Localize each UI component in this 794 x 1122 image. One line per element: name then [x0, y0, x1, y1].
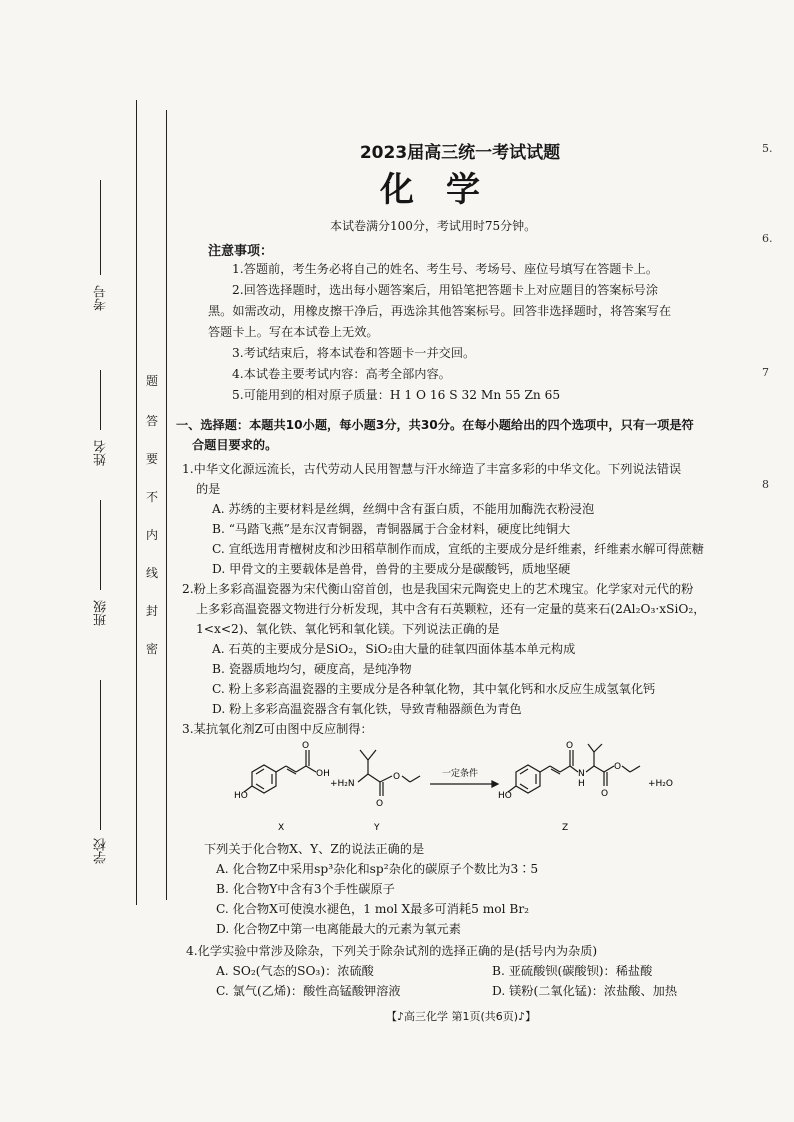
q2-stem: 1<x<2)、氧化铁、氧化钙和氧化镁。下列说法正确的是: [196, 622, 500, 636]
q2-option-d: D. 粉上多彩高温瓷器含有氧化铁，导致青釉器颜色为青色: [212, 702, 522, 716]
edge-mark: 8: [762, 478, 769, 491]
notice-item: 5.可能用到的相对原子质量：H 1 O 16 S 32 Mn 55 Zn 65: [232, 388, 561, 402]
notice-item: 黑。如需改动，用橡皮擦干净后，再选涂其他答案标号。回答非选择题时，将答案写在: [208, 304, 672, 318]
q1-option-a: A. 苏绣的主要材料是丝绸，丝绸中含有蛋白质，不能用加酶洗衣粉浸泡: [212, 502, 595, 516]
margin-label-class: 班级: [94, 600, 109, 626]
score-line: 本试卷满分100分，考试用时75分钟。: [330, 219, 537, 233]
page-footer: 【♪高三化学 第1页(共6页)♪】: [386, 1010, 537, 1023]
q4-option-c: C. 氯气(乙烯)：酸性高锰酸钾溶液: [216, 984, 401, 998]
subject-title: 化学: [380, 170, 512, 210]
q2-stem: 2.粉上多彩高温瓷器为宋代衡山窑首创，也是我国宋元陶瓷史上的艺术瑰宝。化学家对元代的粉: [182, 582, 694, 596]
o-label: O: [393, 772, 401, 782]
q1-stem: 1.中华文化源远流长，古代劳动人民用智慧与汗水缔造了丰富多彩的中华文化。下列说法错误: [182, 462, 682, 476]
n-label: N: [578, 769, 585, 779]
q1-stem: 的是: [196, 482, 221, 496]
seal-char: 密: [146, 642, 159, 656]
q2-option-c: C. 粉上多彩高温瓷器的主要成分是各种氧化物，其中氧化钙和水反应生成氢氧化钙: [212, 682, 656, 696]
seal-char: 内: [146, 528, 159, 542]
q3-option-c: C. 化合物X可使溴水褪色，1 mol X最多可消耗5 mol Br₂: [216, 902, 530, 916]
notice-heading: 注意事项：: [208, 244, 274, 259]
ho-label: HO: [234, 791, 248, 801]
edge-mark: 5.: [762, 142, 773, 155]
seal-char: 题: [146, 374, 159, 388]
margin-label-name: 姓名: [94, 440, 109, 466]
q4-option-b: B. 亚硫酸钡(碳酸钡)：稀盐酸: [492, 964, 653, 978]
exam-title: 2023届高三统一考试试题: [359, 143, 561, 163]
reaction-condition: 一定条件: [442, 769, 479, 779]
q4-option-d: D. 镁粉(二氧化锰)：浓盐酸、加热: [492, 984, 678, 998]
section-heading: 一、选择题：本题共10小题，每小题3分，共30分。在每小题给出的四个选项中，只有一项是符: [176, 418, 694, 432]
notice-item: 答题卡上。写在本试卷上无效。: [208, 325, 379, 339]
q3-option-d: D. 化合物Z中第一电离能最大的元素为氧元素: [216, 922, 461, 936]
o-label: O: [302, 741, 310, 751]
edge-mark: 6.: [762, 232, 773, 245]
section-heading: 合题目要求的。: [192, 438, 278, 452]
notice-item: 4.本试卷主要考试内容：高考全部内容。: [232, 367, 451, 381]
q1-option-b: B. “马踏飞燕”是东汉青铜器，青铜器属于合金材料，硬度比纯铜大: [212, 522, 571, 536]
water-label: +H₂O: [648, 779, 674, 789]
notice-item: 2.回答选择题时，选出每小题答案后，用铅笔把答题卡上对应题目的答案标号涂: [232, 283, 659, 297]
seal-char: 封: [146, 604, 159, 618]
q1-option-c: C. 宣纸选用青檀树皮和沙田稻草制作而成，宣纸的主要成分是纤维素，纤维素水解可得蔗糖: [212, 542, 704, 556]
seal-char: 答: [146, 414, 159, 428]
q2-stem: 上多彩高温瓷器文物进行分析发现，其中含有石英颗粒，还有一定量的莫来石(2Al₂O₃·xSiO₂，: [196, 602, 706, 616]
margin-fill-line: [100, 680, 101, 830]
margin-label-school: 学校: [94, 838, 109, 864]
o-label: O: [601, 789, 609, 799]
q4-stem: 4.化学实验中常涉及除杂，下列关于除杂试剂的选择正确的是(括号内为杂质): [186, 944, 598, 958]
q4-option-a: A. SO₂(气态的SO₃)：浓硫酸: [216, 964, 374, 978]
q3-option-a: A. 化合物Z中采用sp³杂化和sp²杂化的碳原子个数比为3∶5: [216, 862, 539, 876]
binding-line-outer: [136, 100, 137, 905]
margin-fill-line: [100, 370, 101, 430]
o-label: O: [566, 741, 574, 751]
compound-y-label: Y: [374, 823, 380, 833]
q1-option-d: D. 甲骨文的主要载体是兽骨，兽骨的主要成分是碳酸钙，质地坚硬: [212, 562, 571, 576]
ho-label: HO: [498, 791, 512, 801]
compound-x-label: X: [278, 823, 285, 833]
seal-char: 要: [146, 452, 159, 466]
edge-mark: 7: [762, 366, 769, 379]
compound-z-label: Z: [562, 823, 569, 833]
margin-fill-line: [100, 500, 101, 590]
q3-option-b: B. 化合物Y中含有3个手性碳原子: [216, 882, 395, 896]
q2-option-b: B. 瓷器质地均匀，硬度高，是纯净物: [212, 662, 412, 676]
q3-stem: 3.某抗氧化剂Z可由图中反应制得：: [182, 722, 373, 736]
margin-fill-line: [100, 180, 101, 275]
h2n-label: +H₂N: [330, 779, 355, 789]
margin-label-exam-number: 考号: [94, 285, 109, 311]
seal-char: 线: [146, 566, 159, 580]
seal-char: 不: [146, 490, 159, 504]
o-label: O: [614, 762, 622, 772]
q2-option-a: A. 石英的主要成分是SiO₂，SiO₂由大量的硅氧四面体基本单元构成: [212, 642, 576, 656]
h-label: H: [578, 779, 585, 789]
o-label: O: [376, 799, 384, 809]
q3-lead: 下列关于化合物X、Y、Z的说法正确的是: [204, 842, 425, 856]
reaction-scheme: [230, 736, 690, 836]
binding-line-inner: [166, 110, 167, 900]
notice-item: 1.答题前，考生务必将自己的姓名、考生号、考场号、座位号填写在答题卡上。: [232, 262, 659, 276]
oh-label: OH: [316, 769, 330, 779]
notice-item: 3.考试结束后，将本试卷和答题卡一并交回。: [232, 346, 476, 360]
